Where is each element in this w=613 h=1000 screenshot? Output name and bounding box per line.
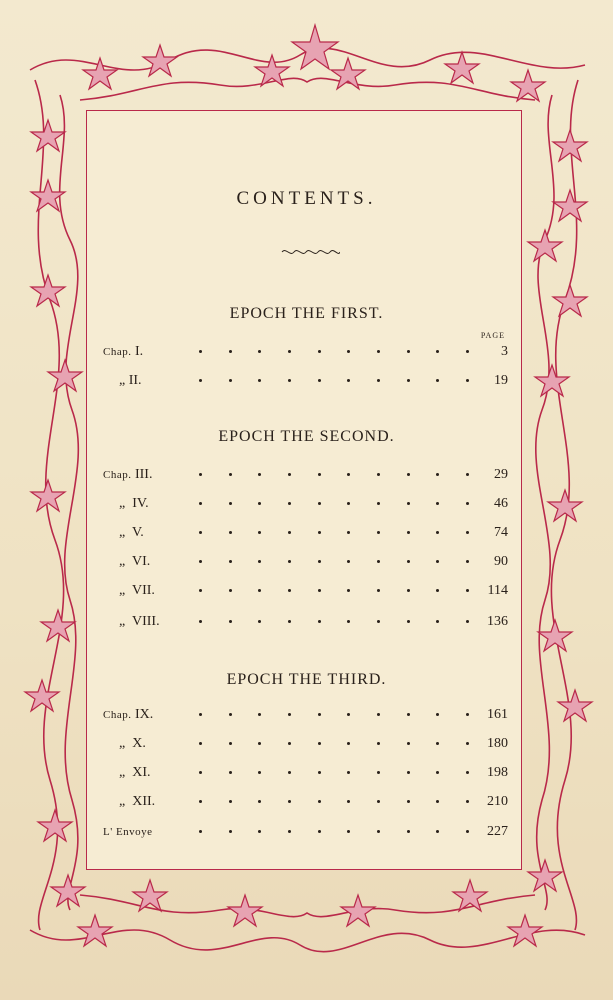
entry-page-number: 198 <box>487 765 508 780</box>
entry-page-number: 136 <box>487 614 508 629</box>
toc-entry[interactable] <box>103 794 508 816</box>
toc-entry[interactable] <box>103 496 508 518</box>
entry-numeral: IX. <box>134 707 154 722</box>
entry-numeral: V. <box>131 525 144 540</box>
entry-numeral: VII. <box>131 583 155 598</box>
toc-entry[interactable] <box>103 525 508 547</box>
entry-numeral: XII. <box>132 794 156 809</box>
entry-numeral: I. <box>134 344 144 359</box>
entry-prefix: „ <box>119 736 126 751</box>
entry-page-number: 74 <box>494 525 508 540</box>
dot-leader <box>199 800 469 803</box>
entry-numeral: IV. <box>132 496 149 511</box>
page-title: CONTENTS. <box>236 188 377 209</box>
dot-leader <box>199 379 469 382</box>
dot-leader <box>199 830 469 833</box>
entry-prefix: „ <box>119 496 126 511</box>
entry-prefix: „ <box>119 554 126 569</box>
entry-prefix: „ <box>119 794 126 809</box>
entry-page-number: 180 <box>487 736 508 751</box>
entry-page-number: 161 <box>487 707 508 722</box>
dot-leader <box>199 589 469 592</box>
entry-prefix: „ <box>119 373 126 388</box>
dot-leader <box>199 350 469 353</box>
entry-prefix: „ <box>119 525 126 540</box>
dot-leader <box>199 713 469 716</box>
dot-leader <box>199 531 469 534</box>
entry-prefix: „ <box>119 614 126 629</box>
toc-entry[interactable] <box>103 373 508 395</box>
envoye-label: L' Envoye <box>103 826 153 838</box>
entry-numeral: VI. <box>131 554 151 569</box>
entry-page-number: 46 <box>494 496 508 511</box>
epoch-heading-first: EPOCH THE FIRST. <box>229 305 384 322</box>
entry-numeral: III. <box>134 467 153 482</box>
dot-leader <box>199 742 469 745</box>
toc-entry[interactable] <box>103 736 508 758</box>
entry-numeral: X. <box>132 736 146 751</box>
epoch-heading-third: EPOCH THE THIRD. <box>226 671 387 688</box>
entry-page-number: 227 <box>487 824 508 839</box>
toc-entry[interactable] <box>103 467 508 489</box>
entry-page-number: 114 <box>487 583 508 598</box>
page-column-header: PAGE <box>480 331 505 340</box>
entry-page-number: 19 <box>494 373 508 388</box>
entry-prefix: „ <box>119 765 126 780</box>
dot-leader <box>199 502 469 505</box>
toc-entry[interactable] <box>103 614 508 636</box>
entry-prefix: „ <box>119 583 126 598</box>
squiggle-divider-icon <box>280 246 340 258</box>
toc-entry[interactable] <box>103 765 508 787</box>
entry-numeral: XI. <box>132 765 151 780</box>
epoch-heading-second: EPOCH THE SECOND. <box>218 428 395 445</box>
toc-entry[interactable] <box>103 583 508 605</box>
entry-prefix: Chap. <box>103 346 132 358</box>
toc-entry[interactable] <box>103 344 508 366</box>
entry-numeral: VIII. <box>131 614 160 629</box>
toc-entry[interactable] <box>103 707 508 729</box>
dot-leader <box>199 771 469 774</box>
entry-page-number: 210 <box>487 794 508 809</box>
entry-page-number: 3 <box>501 344 508 359</box>
dot-leader <box>199 560 469 563</box>
entry-page-number: 29 <box>494 467 508 482</box>
entry-numeral: II. <box>128 373 142 388</box>
toc-entry-envoye[interactable] <box>103 824 508 846</box>
dot-leader <box>199 473 469 476</box>
entry-prefix: Chap. <box>103 709 132 721</box>
dot-leader <box>199 620 469 623</box>
entry-page-number: 90 <box>494 554 508 569</box>
toc-entry[interactable] <box>103 554 508 576</box>
entry-prefix: Chap. <box>103 469 132 481</box>
